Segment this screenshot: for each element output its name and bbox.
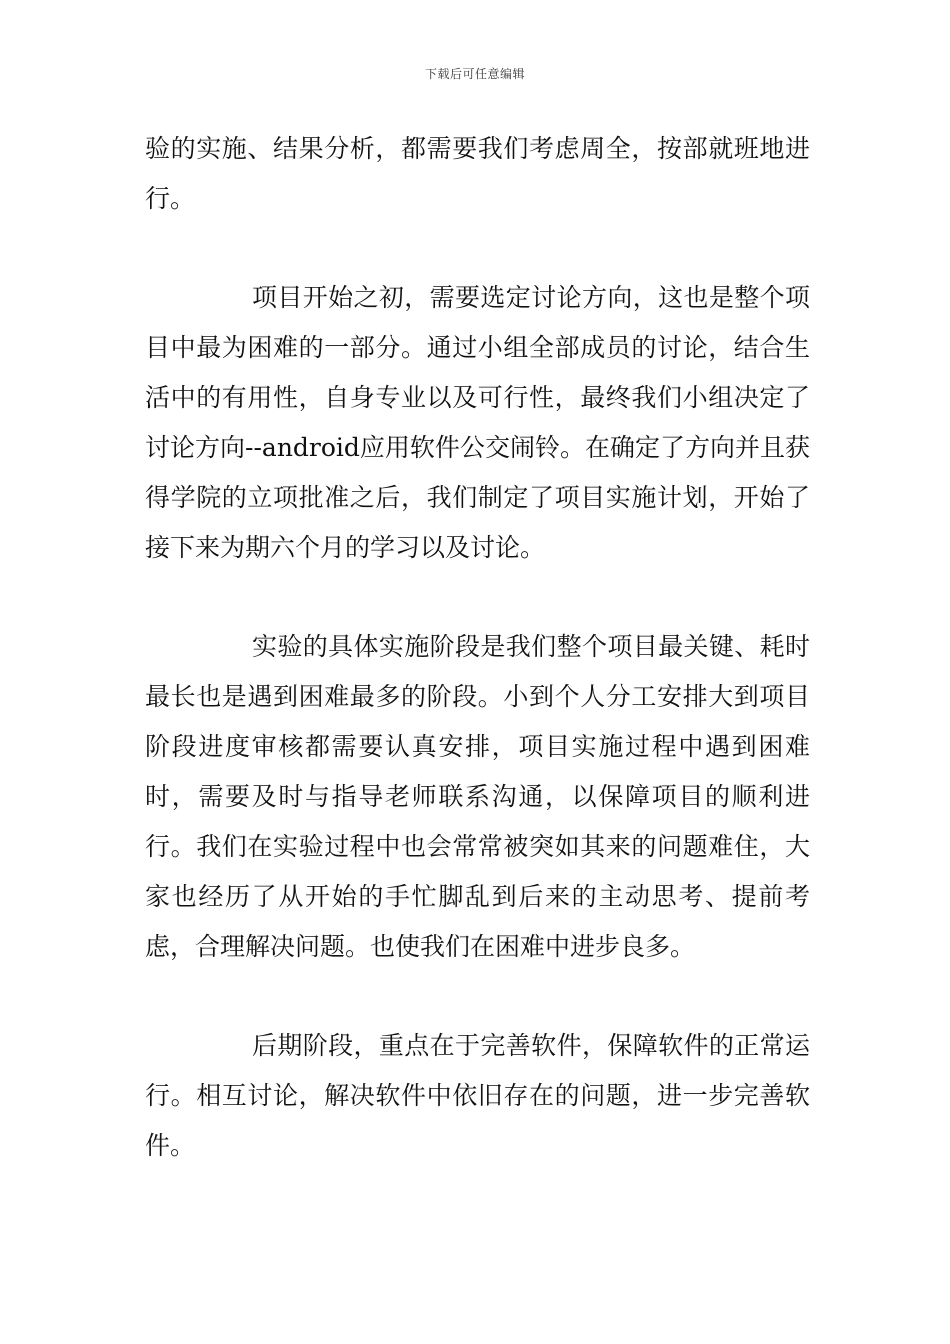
paragraph-continuation: 验的实施、结果分析，都需要我们考虑周全，按部就班地进行。 — [145, 134, 810, 213]
paragraph-implementation: 实验的具体实施阶段是我们整个项目最关键、耗时最长也是遇到困难最多的阶段。小到个人分工安排大到项目阶段进度审核都需要认真安排，项目实施过程中遇到困难时，需要及时与指导老师联系沟通，以保障项目的顺利进行。我们在实验过程中也会常常被突如其来的问题难住，大家也经历了从开始的手忙脚乱到后来的主动思考、提前考虑，合理解决问题。也使我们在困难中进步良多。 — [145, 632, 810, 961]
paragraph-project-start: 项目开始之初，需要选定讨论方向，这也是整个项目中最为困难的一部分。通过小组全部成员的讨论，结合生活中的有用性，自身专业以及可行性，最终我们小组决定了讨论方向--android应用软件公交闹铃。在确定了方向并且获得学院的立项批准之后，我们制定了项目实施计划，开始了接下来为期六个月的学习以及讨论。 — [145, 283, 810, 562]
page-header: 下载后可任意编辑 — [424, 67, 525, 81]
paragraph-late-stage: 后期阶段，重点在于完善软件，保障软件的正常运行。相互讨论，解决软件中依旧存在的问题，进一步完善软件。 — [145, 1031, 810, 1160]
